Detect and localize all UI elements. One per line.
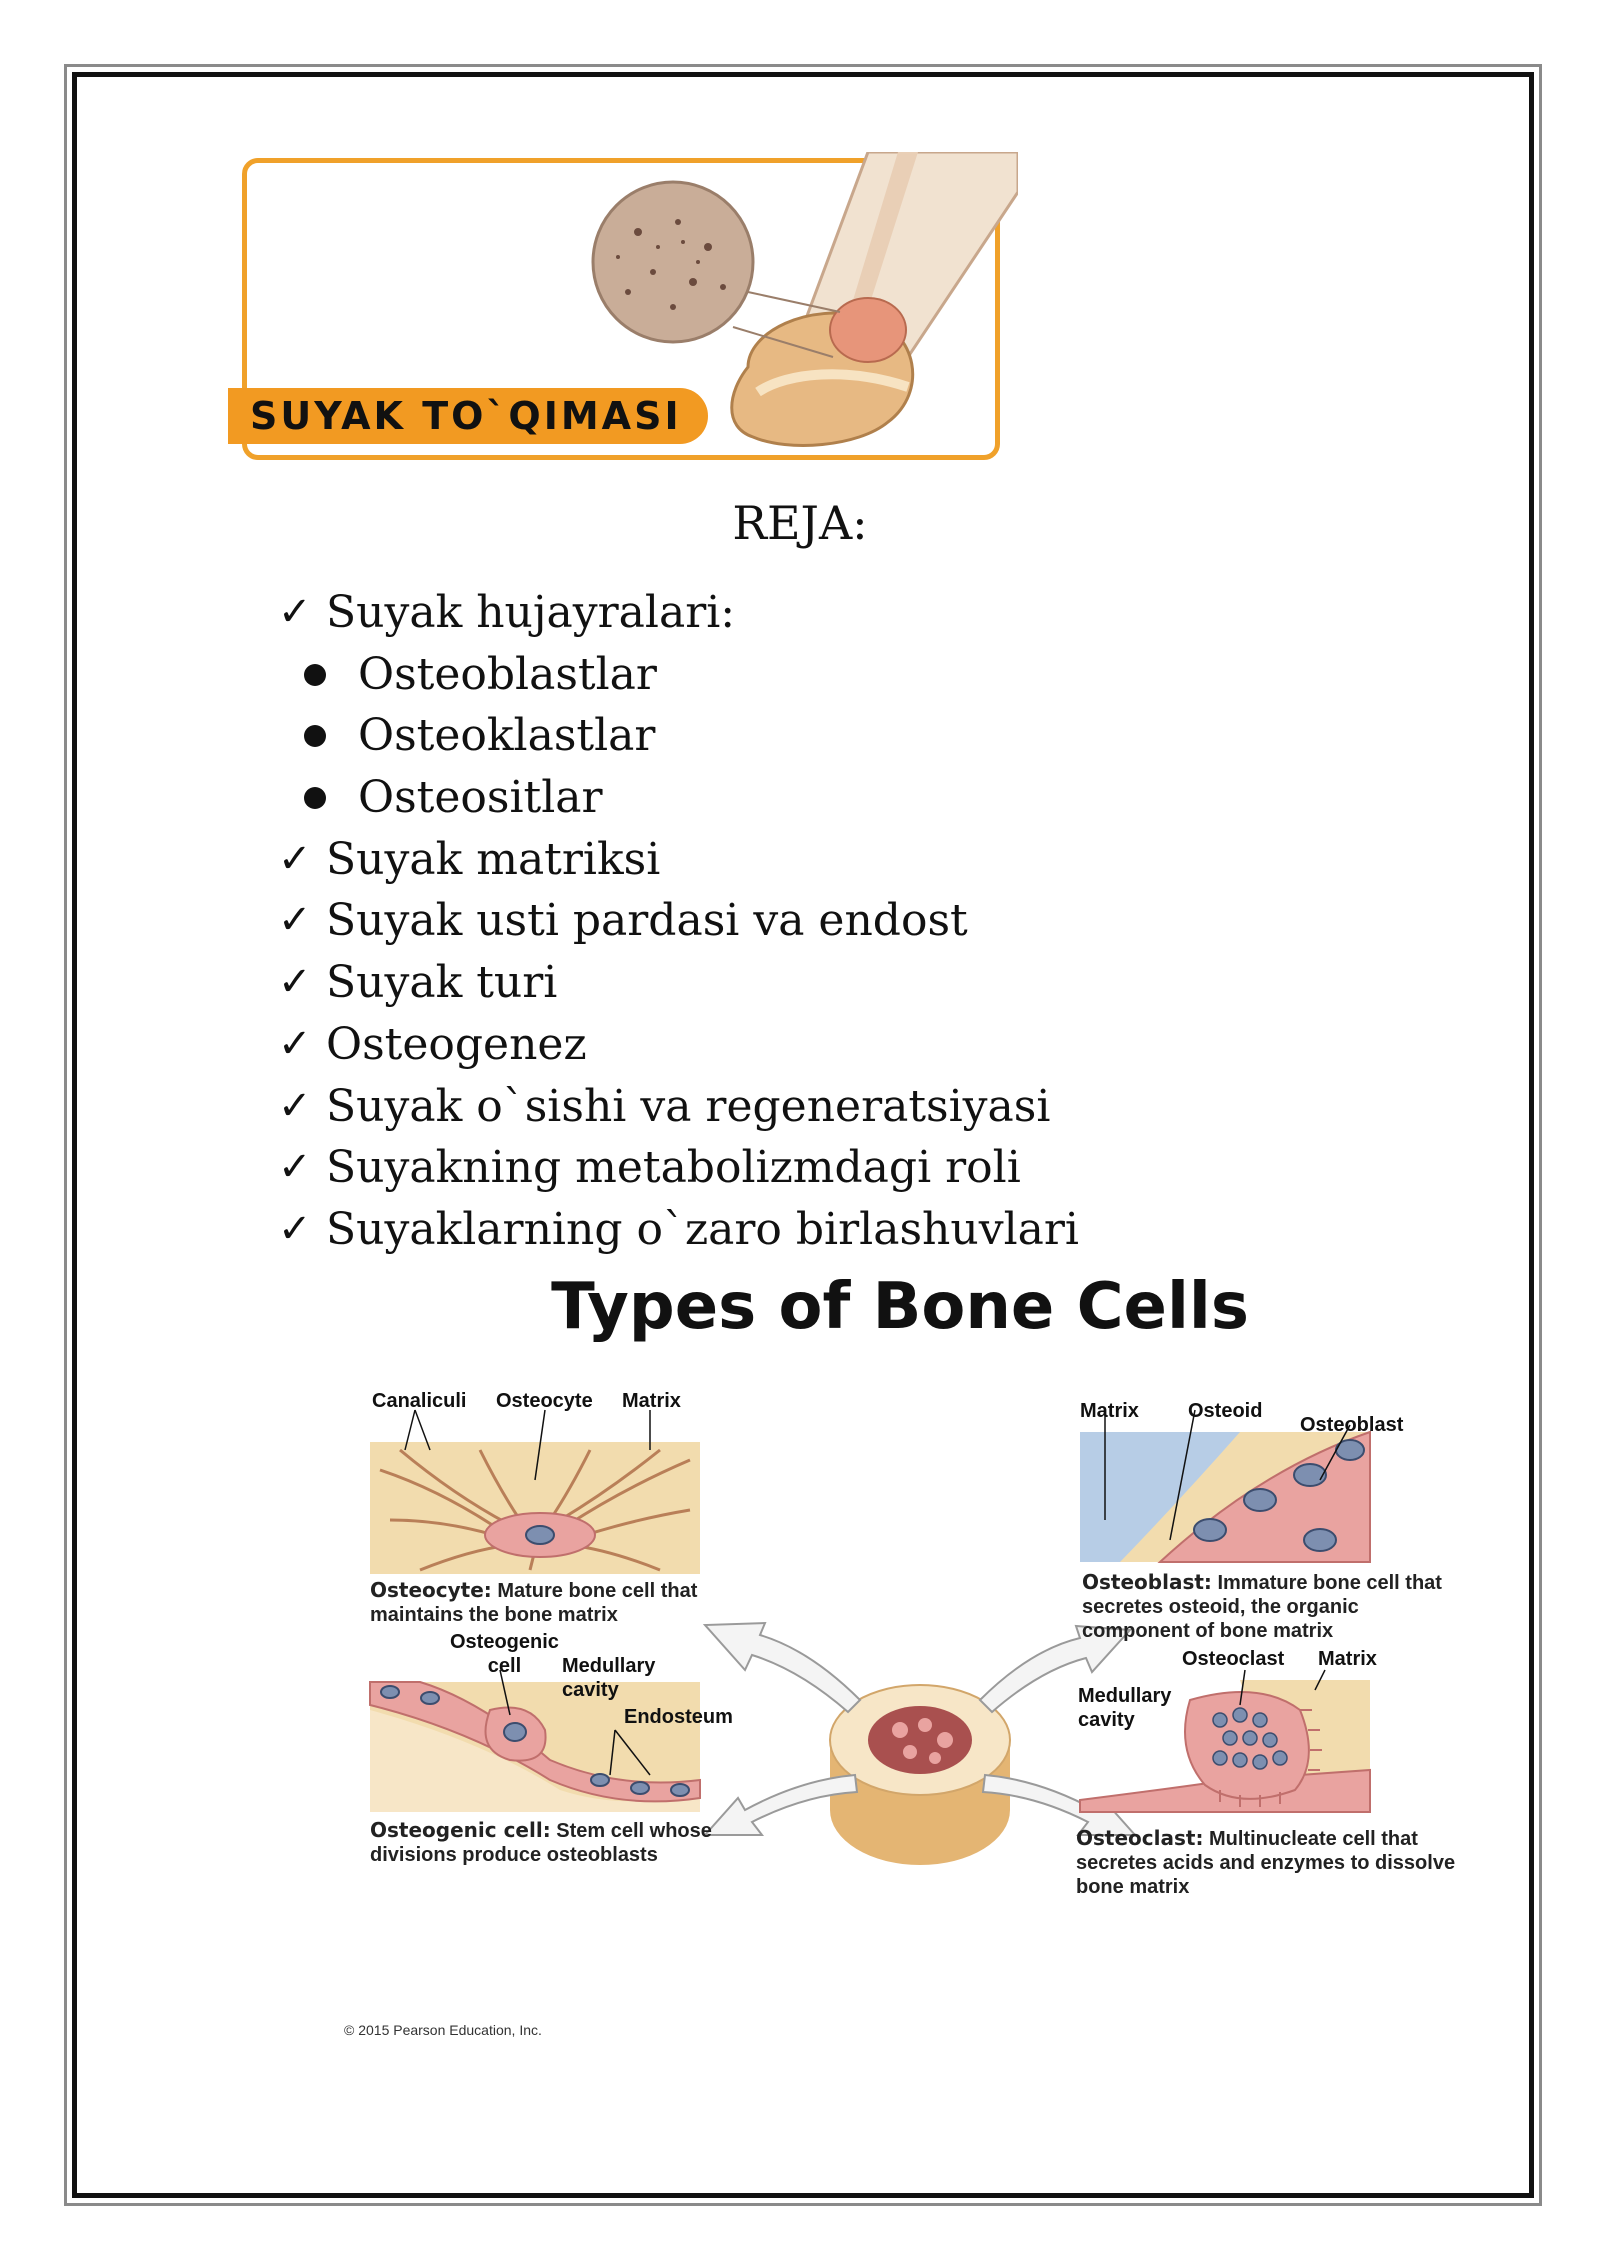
plan-subitem: Osteositlar	[278, 767, 1478, 829]
bullet-icon	[304, 725, 326, 747]
label-canaliculi: Canaliculi	[372, 1390, 467, 1412]
osteogenic-description: Osteogenic cell: Stem cell whose divisions produce osteoblasts	[370, 1818, 712, 1866]
checkmark-icon: ✓	[278, 1205, 312, 1252]
bullet-icon	[304, 787, 326, 809]
label-matrix: Matrix	[622, 1390, 681, 1412]
osteoblast-description: Osteoblast: Immature bone cell that secretes osteoid, the organic component of bone matrix	[1082, 1570, 1442, 1642]
plan-subitem: Osteoblastlar	[278, 644, 1478, 706]
checkmark-icon: ✓	[278, 959, 312, 1006]
bullet-icon	[304, 664, 326, 686]
plan-item: ✓ Suyak hujayralari:	[278, 582, 1478, 644]
plan-item: ✓ Suyakning metabolizmdagi roli	[278, 1137, 1478, 1199]
label-matrix: Matrix	[1080, 1400, 1139, 1422]
plan-list	[278, 582, 1478, 1261]
label-endosteum: Endosteum	[624, 1706, 733, 1728]
plan-title: REJA:	[732, 496, 868, 550]
checkmark-icon: ✓	[278, 1020, 312, 1067]
header-banner	[228, 152, 1018, 470]
checkmark-icon: ✓	[278, 897, 312, 944]
plan-item: ✓ Suyak usti pardasi va endost	[278, 890, 1478, 952]
label-osteocyte: Osteocyte	[496, 1390, 593, 1412]
plan-item: ✓ Suyaklarning o`zaro birlashuvlari	[278, 1199, 1478, 1261]
plan-item: ✓ Suyak o`sishi va regeneratsiyasi	[278, 1076, 1478, 1138]
banner-title: SUYAK TO`QIMASI	[228, 388, 708, 444]
checkmark-icon: ✓	[278, 589, 312, 635]
label-osteoblast: Osteoblast	[1300, 1414, 1404, 1436]
osteocyte-panel	[370, 1410, 700, 1574]
plan-item: ✓ Osteogenez	[278, 1014, 1478, 1076]
label-osteoclast: Osteoclast	[1182, 1648, 1285, 1670]
label-matrix: Matrix	[1318, 1648, 1377, 1670]
label-osteogenic-cell: Osteogenic cell	[450, 1631, 559, 1677]
label-osteoid: Osteoid	[1188, 1400, 1263, 1422]
bone-cross-section	[830, 1685, 1010, 1865]
bone-cells-diagram	[360, 1380, 1460, 2040]
checkmark-icon: ✓	[278, 835, 312, 882]
plan-subitem: Osteoklastlar	[278, 705, 1478, 767]
checkmark-icon: ✓	[278, 1082, 312, 1129]
copyright-notice: © 2015 Pearson Education, Inc.	[344, 2022, 542, 2038]
figure-title: Types of Bone Cells	[551, 1270, 1249, 1344]
label-medullary-cavity: Medullary cavity	[562, 1655, 656, 1701]
label-medullary-cavity: Medullary cavity	[1078, 1685, 1172, 1731]
plan-item: ✓ Suyak turi	[278, 952, 1478, 1014]
osteocyte-description: Osteocyte: Mature bone cell that maintains the bone matrix	[370, 1578, 698, 1626]
checkmark-icon: ✓	[278, 1144, 312, 1191]
plan-item: ✓ Suyak matriksi	[278, 829, 1478, 891]
bone-cells-figure	[360, 1380, 1460, 2040]
osteoclast-description: Osteoclast: Multinucleate cell that secretes acids and enzymes to dissolve bone matrix	[1076, 1826, 1456, 1898]
